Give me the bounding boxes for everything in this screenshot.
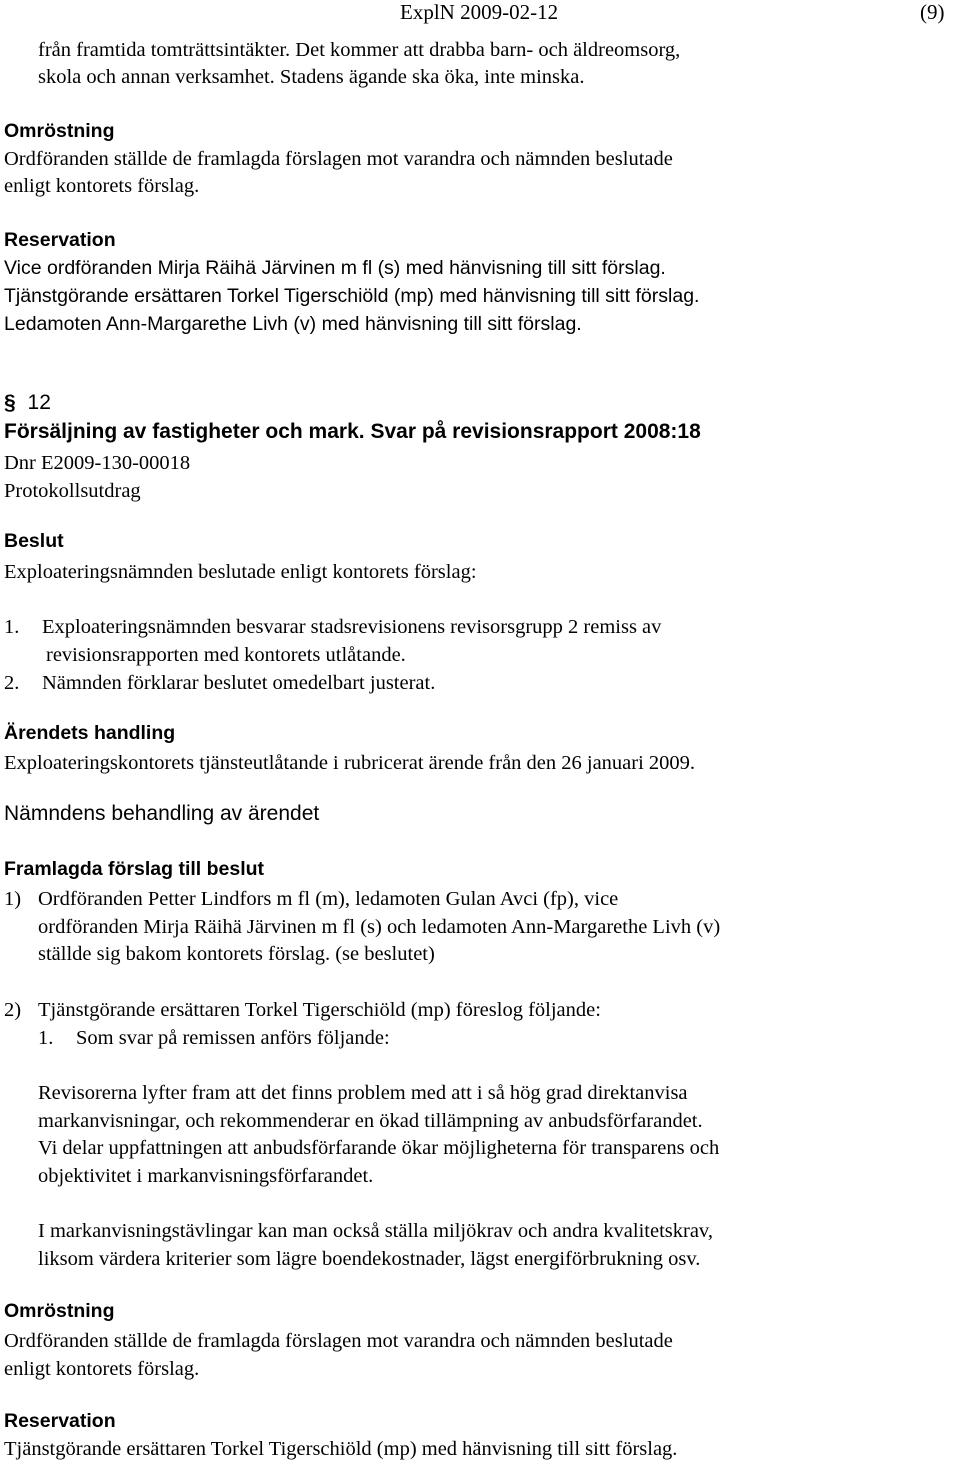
proposal-text: Ordföranden Petter Lindfors m fl (m), ledamoten Gulan Avci (fp), vice	[38, 888, 619, 910]
section-symbol: §	[4, 391, 16, 414]
item-title-sub: Svar på revisionsrapport 2008:18	[370, 420, 701, 443]
item-number-value: 12	[27, 391, 51, 414]
reservation-line: Ledamoten Ann-Margarethe Livh (v) med hänvisning till sitt förslag.	[4, 313, 582, 335]
statement-line: Revisorerna lyfter fram att det finns problem med att i så hög grad direktanvisa	[38, 1082, 688, 1104]
decision-item-text: Nämnden förklarar beslutet omedelbart justerat.	[42, 672, 436, 694]
statement-line: liksom värdera kriterier som lägre boendekostnader, lägst energiförbrukning osv.	[38, 1248, 701, 1270]
proposal-1	[4, 888, 618, 911]
vote-heading: Omröstning	[4, 120, 115, 142]
proposal-number: 2)	[4, 999, 22, 1021]
vote-text: Ordföranden ställde de framlagda förslagen mot varandra och nämnden beslutade	[4, 148, 673, 170]
vote-text: Ordföranden ställde de framlagda förslagen mot varandra och nämnden beslutade	[4, 1330, 673, 1352]
decision-heading: Beslut	[4, 530, 64, 552]
vote-text: enligt kontorets förslag.	[4, 175, 200, 197]
header-reference: ExplN 2009-02-12	[400, 0, 559, 24]
proposal-text: ordföranden Mirja Räihä Järvinen m fl (s) och ledamoten Ann-Margarethe Livh (v)	[38, 916, 721, 938]
intro-line: skola och annan verksamhet. Stadens ägande ska öka, inte minska.	[38, 66, 585, 88]
statement-line: markanvisningar, och rekommenderar en ökad tillämpning av anbudsförfarandet.	[38, 1110, 703, 1132]
decision-item	[4, 672, 435, 695]
item-dnr: Dnr E2009-130-00018	[4, 452, 191, 474]
item-title	[4, 420, 701, 444]
proposals-heading: Framlagda förslag till beslut	[4, 858, 265, 880]
page-number: (9)	[920, 0, 945, 24]
handling-text: Exploateringskontorets tjänsteutlåtande i rubricerat ärende från den 26 januari 2009.	[4, 752, 696, 774]
proposal-number: 1)	[4, 888, 22, 910]
statement-line: Vi delar uppfattningen att anbudsförfarande ökar möjligheterna för transparens och	[38, 1137, 720, 1159]
vote-text: enligt kontorets förslag.	[4, 1358, 200, 1380]
board-heading: Nämndens behandling av ärendet	[4, 802, 320, 825]
decision-item-text: Exploateringsnämnden besvarar stadsrevisionens revisorsgrupp 2 remiss av	[42, 616, 662, 638]
intro-line: från framtida tomträttsintäkter. Det kommer att drabba barn- och äldreomsorg,	[38, 39, 681, 61]
proposal-sub-text: Som svar på remissen anförs följande:	[76, 1027, 390, 1049]
reservation-heading: Reservation	[4, 229, 116, 251]
item-title-main: Försäljning av fastigheter och mark.	[4, 420, 365, 443]
vote-heading: Omröstning	[4, 1300, 115, 1322]
item-number	[4, 391, 51, 415]
reservation-line: Vice ordföranden Mirja Räihä Järvinen m fl (s) med hänvisning till sitt förslag.	[4, 257, 666, 279]
decision-item-number: 1.	[4, 616, 20, 638]
handling-heading: Ärendets handling	[4, 722, 176, 744]
proposal-text: ställde sig bakom kontorets förslag. (se beslutet)	[38, 943, 435, 965]
reservation-line: Tjänstgörande ersättaren Torkel Tigerschiöld (mp) med hänvisning till sitt förslag.	[4, 1438, 678, 1460]
reservation-heading: Reservation	[4, 1410, 116, 1432]
statement-line: I markanvisningstävlingar kan man också ställa miljökrav och andra kvalitetskrav,	[38, 1220, 713, 1242]
item-type: Protokollsutdrag	[4, 480, 141, 502]
proposal-text: Tjänstgörande ersättaren Torkel Tigerschiöld (mp) föreslog följande:	[38, 999, 601, 1021]
decision-item-cont: revisionsrapporten med kontorets utlåtande.	[46, 644, 406, 666]
proposal-2	[4, 999, 601, 1022]
decision-intro: Exploateringsnämnden beslutade enligt kontorets förslag:	[4, 561, 477, 583]
proposal-sub-number: 1.	[38, 1027, 54, 1049]
proposal-sub-item	[38, 1027, 390, 1050]
statement-line: objektivitet i markanvisningsförfarandet.	[38, 1165, 374, 1187]
decision-item-number: 2.	[4, 672, 20, 694]
decision-item	[4, 616, 661, 639]
reservation-line: Tjänstgörande ersättaren Torkel Tigerschiöld (mp) med hänvisning till sitt förslag.	[4, 285, 700, 307]
